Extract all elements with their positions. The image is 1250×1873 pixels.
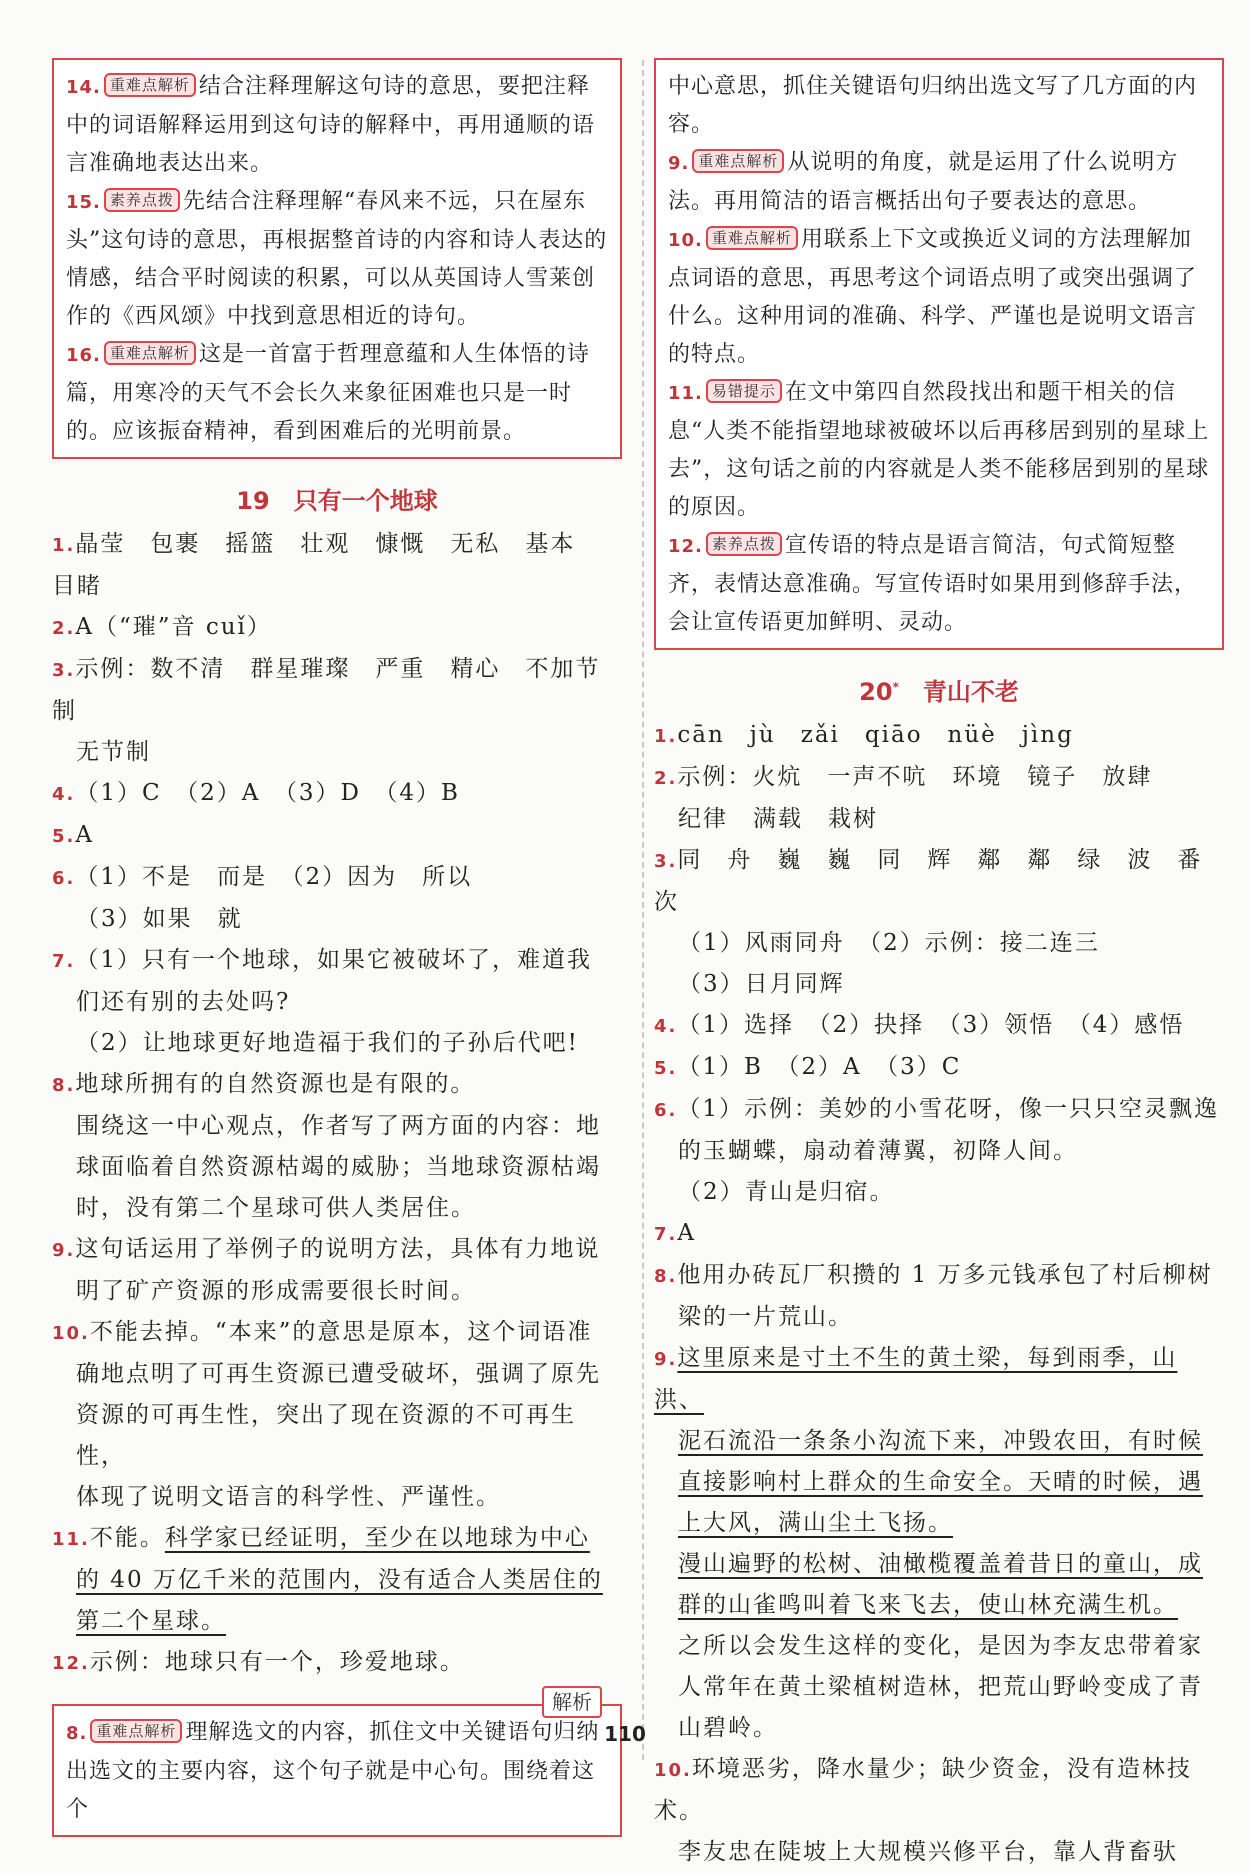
analysis-box-top-right <box>654 58 1224 650</box>
analysis-text: 理解选文的内容，抓住文中关键语句归纳出选文的主要内容，这个句子就是中心句。围绕着这个 <box>66 1720 600 1822</box>
answer-line <box>52 1271 622 1312</box>
answer-text: 球面临着自然资源枯竭的威胁；当地球资源枯竭 <box>76 1154 601 1180</box>
answer-line <box>654 1462 1224 1503</box>
analysis-label: 解析 <box>542 1686 602 1718</box>
answer-number: 1. <box>52 535 76 556</box>
lesson-20-answers <box>654 715 1228 1873</box>
analysis-text: 用联系上下文或换近义词的方法理解加点词语的意思，再思考这个词语点明了或突出强调了什么。这种用词的准确、科学、严谨也是说明文语言的特点。 <box>668 227 1198 367</box>
answer-text: （3）如果 就 <box>76 906 243 932</box>
answer-line <box>52 1229 622 1271</box>
answer-text: 示例：地球只有一个，珍爱地球。 <box>89 1649 465 1675</box>
answer-line <box>52 1601 622 1642</box>
answer-line <box>52 1023 622 1064</box>
lesson-19-answers <box>52 524 622 1684</box>
analysis-item <box>66 68 608 183</box>
answer-text: （1）C （2）A （3）D （4）B <box>75 780 460 806</box>
answer-number: 7. <box>52 951 76 972</box>
lesson-20-title: 20* 青山不老 <box>859 678 1019 706</box>
answer-line <box>52 1518 622 1560</box>
answer-line <box>52 982 622 1023</box>
answer-text: 明了矿产资源的形成需要很长时间。 <box>76 1278 476 1304</box>
answer-text: 人常年在黄土梁植树造林，把荒山野岭变成了青 <box>678 1674 1203 1700</box>
analysis-text: 从说明的角度，就是运用了什么说明方法。再用简洁的语言概括出句子要表达的意思。 <box>668 150 1179 214</box>
answer-text: 们还有别的去处吗? <box>76 989 291 1015</box>
answer-text: 之所以会发生这样的变化，是因为李友忠带着家 <box>678 1633 1203 1659</box>
analysis-item <box>668 221 1210 374</box>
answer-text: cān jù zǎi qiāo nüè jìng <box>677 722 1074 748</box>
answer-number: 10. <box>654 1760 692 1781</box>
answer-text: 这句话运用了举例子的说明方法，具体有力地说 <box>75 1236 601 1262</box>
lesson-19-title: 19 只有一个地球 <box>236 487 438 515</box>
analysis-tag: 重难点解析 <box>104 341 196 365</box>
answer-line <box>654 1667 1224 1708</box>
answer-text: 的玉蝴蝶，扇动着薄翼，初降人间。 <box>678 1138 1078 1164</box>
answer-text: 示例：数不清 群星璀璨 严重 精心 不加节制 <box>52 656 601 724</box>
answer-text: A <box>677 1220 696 1246</box>
answer-line <box>52 732 622 773</box>
analysis-tag: 素养点拨 <box>104 188 180 212</box>
answer-line <box>654 1585 1224 1626</box>
analysis-continuation: 中心意思，抓住关键语句归纳出选文写了几方面的内容。 <box>668 74 1198 137</box>
item-number: 16. <box>66 345 101 366</box>
answer-line <box>52 1312 622 1354</box>
answer-text: 同 舟 巍 巍 同 辉 鄰 鄰 绿 波 番 次 <box>654 847 1228 915</box>
analysis-text: 这是一首富于哲理意蕴和人生体悟的诗篇，用寒冷的天气不会长久来象征困难也只是一时的。应该振奋精神，看到困难后的光明前景。 <box>66 342 590 444</box>
answer-text: 不能去掉。“本来”的意思是原本，这个词语准 <box>89 1319 593 1345</box>
answer-number: 3. <box>654 851 678 872</box>
answer-line <box>654 840 1228 923</box>
analysis-text: 在文中第四自然段找出和题干相关的信息“人类不能指望地球被破坏以后再移居到别的星球上去”，这句话之前的内容就是人类不能移居到别的星球的原因。 <box>668 380 1210 520</box>
answer-text: 纪律 满载 栽树 <box>678 806 878 832</box>
answer-line <box>654 1544 1224 1585</box>
answer-text: 示例：火炕 一声不吭 环境 镜子 放肆 <box>677 764 1153 790</box>
answer-text: 体现了说明文语言的科学性、严谨性。 <box>76 1484 501 1510</box>
answer-line <box>654 1626 1224 1667</box>
analysis-item <box>66 336 608 451</box>
underlined-answer-text: 这里原来是寸土不生的黄土梁，每到雨季，山洪、 <box>654 1345 1178 1413</box>
analysis-item <box>668 144 1210 221</box>
answer-number: 5. <box>52 826 76 847</box>
answer-line <box>52 1188 622 1229</box>
answer-text: （1）示例：美妙的小雪花呀，像一只只空灵飘逸 <box>677 1096 1220 1122</box>
answer-number: 9. <box>654 1349 678 1370</box>
underlined-answer-text: 上大风，满山尘土飞扬。 <box>678 1510 953 1536</box>
answer-text: （1）风雨同舟 （2）示例：接二连三 <box>678 930 1100 956</box>
item-number: 11. <box>668 383 703 404</box>
answer-number: 5. <box>654 1058 678 1079</box>
answer-text: 时，没有第二个星球可供人类居住。 <box>76 1195 476 1221</box>
answer-number: 2. <box>654 768 678 789</box>
answer-text: （1）选择 （2）抉择 （3）领悟 （4）感悟 <box>677 1012 1185 1038</box>
answer-text: （1）不是 而是 （2）因为 所以 <box>75 864 473 890</box>
answer-text: 地球所拥有的自然资源也是有限的。 <box>75 1071 476 1097</box>
answer-line <box>654 1749 1224 1832</box>
answer-line <box>52 649 622 732</box>
analysis-item <box>668 374 1210 527</box>
analysis-box-top-left <box>52 58 622 459</box>
analysis-tag: 重难点解析 <box>104 73 196 97</box>
underlined-answer-text: 泥石流沿一条条小沟流下来，冲毁农田，有时候 <box>678 1428 1203 1454</box>
answer-text: （1）B （2）A （3）C <box>677 1054 962 1080</box>
answer-line <box>654 923 1224 964</box>
analysis-item <box>668 527 1210 642</box>
left-column <box>52 58 622 1837</box>
answer-number: 4. <box>654 1016 678 1037</box>
page-number: 110 <box>604 1722 646 1746</box>
answer-line <box>654 799 1224 840</box>
underlined-answer-text: 漫山遍野的松树、油橄榄覆盖着昔日的童山，成 <box>678 1551 1203 1577</box>
item-number: 12. <box>668 536 703 557</box>
answer-line <box>654 1131 1224 1172</box>
item-number: 14. <box>66 77 101 98</box>
answer-text: A（“璀”音 cuǐ） <box>75 614 272 640</box>
answer-line <box>52 1560 622 1601</box>
answer-line <box>52 1395 622 1477</box>
underlined-answer-text: 群的山雀鸣叫着飞来飞去，使山林充满生机。 <box>678 1592 1178 1618</box>
underlined-answer-text: 科学家已经证明，至少在以地球为中心 <box>164 1525 590 1551</box>
answer-text: 确地点明了可再生资源已遭受破坏，强调了原先 <box>76 1361 601 1387</box>
answer-number: 6. <box>52 868 76 889</box>
answer-number: 10. <box>52 1323 90 1344</box>
answer-line <box>654 1089 1224 1131</box>
answer-line <box>654 1005 1224 1047</box>
underlined-answer-text: 直接影响村上群众的生命安全。天晴的时候，遇 <box>678 1469 1203 1495</box>
item-number: 15. <box>66 192 101 213</box>
analysis-text: 结合注释理解这句诗的意思，要把注释中的词语解释运用到这句诗的解释中，再用通顺的语言准确地表达出来。 <box>66 74 596 176</box>
answer-line <box>52 1477 622 1518</box>
answer-number: 1. <box>654 726 678 747</box>
answer-line <box>654 1172 1224 1213</box>
answer-line <box>52 857 622 899</box>
answer-number: 12. <box>52 1653 90 1674</box>
answer-line <box>52 607 622 649</box>
answer-text: 梁的一片荒山。 <box>678 1304 853 1330</box>
answer-line <box>52 773 622 815</box>
answer-text: 晶莹 包裹 摇篮 壮观 慷慨 无私 基本 目睹 <box>52 531 601 599</box>
answer-line <box>654 757 1224 799</box>
item-number: 8. <box>66 1723 88 1744</box>
answer-number: 3. <box>52 660 76 681</box>
answer-line <box>52 1354 622 1395</box>
answer-number: 7. <box>654 1224 678 1245</box>
answer-text: A <box>75 822 94 848</box>
answer-line <box>52 1147 622 1188</box>
analysis-text: 先结合注释理解“春风来不远，只在屋东头”这句诗的意思，再根据整首诗的内容和诗人表达的情感，结合平时阅读的积累，可以从英国诗人雪莱创作的《西风颂》中找到意思相近的诗句。 <box>66 189 608 329</box>
answer-text: （1）只有一个地球，如果它被破坏了，难道我 <box>75 947 593 973</box>
answer-text: 围绕这一中心观点，作者写了两方面的内容：地 <box>76 1113 601 1139</box>
answer-number: 11. <box>52 1529 90 1550</box>
column-divider <box>642 60 644 1760</box>
analysis-tag: 重难点解析 <box>90 1719 182 1743</box>
analysis-item <box>66 183 608 336</box>
answer-line <box>654 1338 1224 1421</box>
answer-number: 4. <box>52 784 76 805</box>
answer-text: 山碧岭。 <box>678 1715 778 1741</box>
answer-line <box>52 1642 622 1684</box>
analysis-text: 宣传语的特点是语言简洁，句式简短整齐，表情达意准确。写宣传语时如果用到修辞手法，会让宣传语更加鲜明、灵动。 <box>668 533 1198 635</box>
answer-number: 9. <box>52 1240 76 1261</box>
answer-line <box>52 1106 622 1147</box>
right-column <box>654 58 1228 1873</box>
analysis-tag: 素养点拨 <box>706 532 782 556</box>
analysis-tag: 易错提示 <box>706 379 782 403</box>
answer-number: 2. <box>52 618 76 639</box>
answer-text: 他用办砖瓦厂积攒的 1 万多元钱承包了村后柳树 <box>677 1262 1213 1288</box>
analysis-tag: 重难点解析 <box>692 149 784 173</box>
answer-line <box>52 524 622 607</box>
answer-line <box>654 1503 1224 1544</box>
answer-line <box>52 1064 622 1106</box>
item-number: 9. <box>668 153 690 174</box>
answer-text: 不能。 <box>89 1525 165 1551</box>
answer-line <box>52 899 622 940</box>
underlined-answer-text: 的 40 万亿千米的范围内，没有适合人类居住的 <box>76 1567 603 1593</box>
answer-line <box>654 964 1224 1005</box>
answer-text: 李友忠在陡坡上大规模兴修平台，靠人背畜驮 <box>678 1839 1178 1865</box>
answer-number: 8. <box>52 1075 76 1096</box>
answer-line <box>654 1297 1224 1338</box>
answer-text: 无节制 <box>76 739 151 765</box>
answer-line <box>654 1213 1224 1255</box>
answer-text: 环境恶劣，降水量少；缺少资金，没有造林技术。 <box>654 1756 1192 1824</box>
answer-line <box>654 1832 1224 1873</box>
answer-number: 8. <box>654 1266 678 1287</box>
answer-text: （3）日月同辉 <box>678 971 845 997</box>
answer-number: 6. <box>654 1100 678 1121</box>
answer-line <box>52 940 622 982</box>
answer-text: 资源的可再生性，突出了现在资源的不可再生性， <box>76 1402 576 1469</box>
item-number: 10. <box>668 230 703 251</box>
answer-line <box>654 1255 1224 1297</box>
answer-line <box>654 1421 1224 1462</box>
answer-text: （2）让地球更好地造福于我们的子孙后代吧! <box>76 1030 579 1056</box>
answer-line <box>654 715 1224 757</box>
answer-line <box>52 815 622 857</box>
underlined-answer-text: 第二个星球。 <box>76 1608 226 1634</box>
analysis-tag: 重难点解析 <box>706 226 798 250</box>
answer-line <box>654 1047 1224 1089</box>
answer-text: （2）青山是归宿。 <box>678 1179 895 1205</box>
